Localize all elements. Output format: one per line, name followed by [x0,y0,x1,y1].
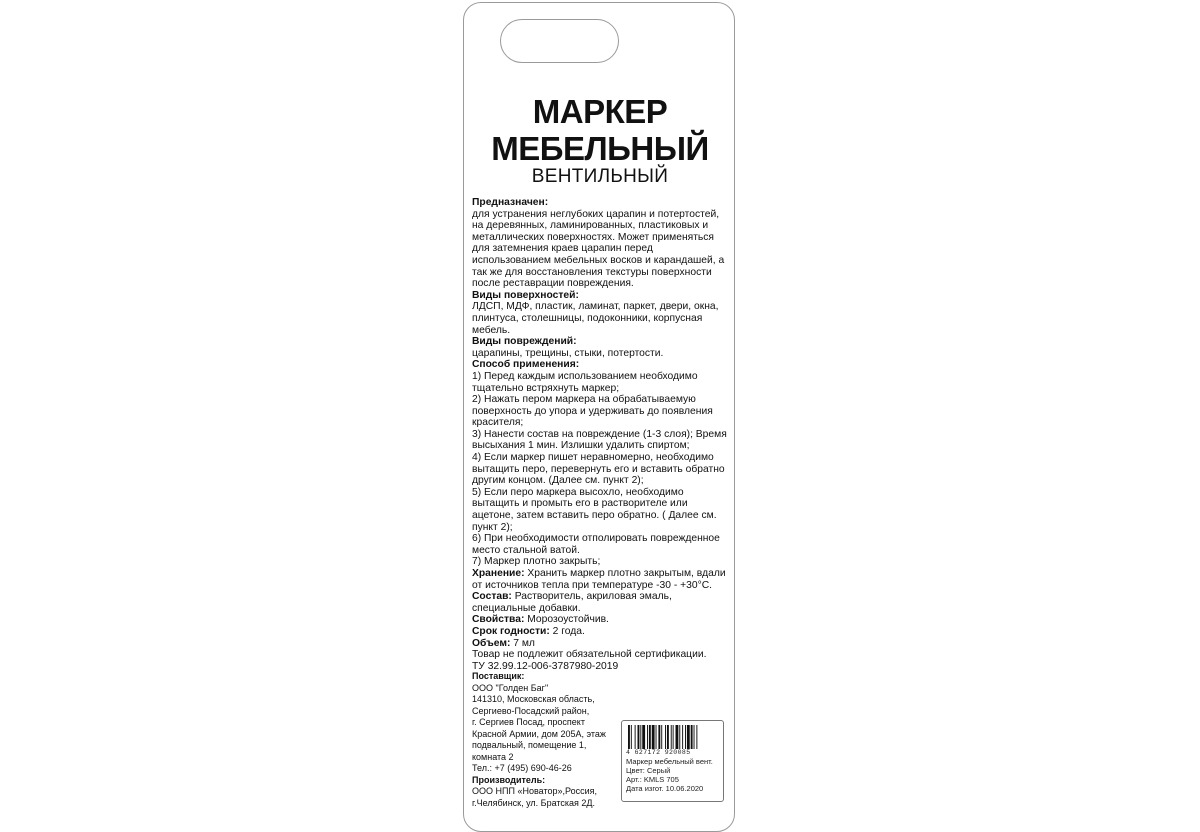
description-paragraph [472,649,730,661]
description-text: 6) При необходимости отполировать поврежденное место стальной ватой. [472,533,720,556]
sticker-line: Дата изгот. 10.06.2020 [626,784,704,793]
description-paragraph [472,568,730,591]
description-paragraph [472,371,730,394]
supplier-label: Поставщик: [472,671,525,681]
description-label: Состав: [472,591,512,603]
description-text: ТУ 32.99.12-006-3787980-2019 [472,660,619,672]
description-text: 3) Нанести состав на повреждение (1-3 слоя); Время высыхания 1 мин. Излишки удалить спиртом; [472,428,727,452]
barcode-digits: 4 627172 920085 [626,749,691,756]
description-paragraph [472,394,730,429]
description-paragraph [472,209,730,290]
product-sticker [621,720,724,802]
sticker-line: Цвет: Серый [626,766,671,775]
manufacturer-label: Производитель: [472,774,546,785]
sticker-line: Арт.: KMLS 705 [626,775,679,784]
product-title [464,93,736,167]
description-paragraph [472,197,730,209]
description-paragraph [472,591,730,614]
description-label: Объем: [472,637,511,649]
supplier-block [472,671,622,809]
description-paragraph [472,626,730,638]
description-paragraph [472,638,730,650]
supplier-line: подвальный, помещение 1, [472,740,587,750]
description-block [472,197,730,672]
title-line-1: МАРКЕР [532,93,668,130]
barcode-icon [628,725,716,749]
description-text: 4) Если маркер пишет неравномерно, необходимо вытащить перо, перевернуть его и вставить обратно другим концом. (Далее см. пункт 2); [472,452,725,487]
supplier-line: Красной Армии, дом 205А, этаж [472,728,606,739]
description-text: ЛДСП, МДФ, пластик, ламинат, паркет, двери, окна, плинтуса, столешницы, подоконники, корпусная мебель. [472,301,719,336]
supplier-line: г. Сергиев Посад, проспект [472,717,585,727]
description-label: Срок годности: [472,625,550,637]
description-text: 5) Если перо маркера высохло, необходимо вытащить и промыть его в растворителе или ацетоне, затем вставить перо обратно. ( Далее см. пункт 2); [472,486,717,533]
description-label: Виды поверхностей: [472,289,579,301]
description-paragraph [472,301,730,336]
description-text: 2 года. [549,625,585,637]
description-text: Морозоустойчив. [524,614,609,626]
description-paragraph [472,556,730,568]
description-label: Хранение: [472,568,525,579]
description-paragraph [472,290,730,302]
manufacturer-line: ООО НПП «Новатор»,Россия, [472,786,597,796]
description-text: царапины, трещины, стыки, потертости. [472,347,664,359]
description-text: 7 мл [510,637,535,649]
description-paragraph [472,348,730,360]
sticker-line: Маркер мебельный вент. [626,757,713,766]
description-paragraph [472,533,730,556]
description-text: 2) Нажать пером маркера на обрабатываемую поверхность до упора и удерживать до появления красителя; [472,394,713,429]
description-text: 7) Маркер плотно закрыть; [472,556,601,568]
description-paragraph [472,429,730,452]
hang-slot [500,19,619,63]
description-paragraph [472,487,730,533]
description-label: Свойства: [472,614,525,626]
description-text: Товар не подлежит обязательной сертификации. [472,649,707,661]
description-paragraph [472,452,730,487]
supplier-line: 141310, Московская область, [472,694,595,704]
description-label: Предназначен: [472,197,549,208]
supplier-phone: Тел.: +7 (495) 690-46-26 [472,763,572,773]
description-label: Виды повреждений: [472,336,577,348]
sticker-text [626,757,724,793]
description-text: 1) Перед каждым использованием необходимо тщательно встряхнуть маркер; [472,370,698,394]
supplier-line: ООО "Голден Баг" [472,682,549,693]
product-subtitle: ВЕНТИЛЬНЫЙ [531,166,669,187]
blister-card [463,2,735,832]
description-paragraph [472,359,730,371]
title-line-2: МЕБЕЛЬНЫЙ [491,130,709,167]
description-text: Растворитель, акриловая эмаль, специальные добавки. [472,591,672,614]
supplier-line: Сергиево-Посадский район, [472,705,590,716]
description-paragraph [472,336,730,348]
manufacturer-line: г.Челябинск, ул. Братская 2Д. [472,797,596,808]
supplier-line: комната 2 [472,751,514,762]
description-paragraph [472,614,730,626]
description-text: Хранить маркер плотно закрытым, вдали от источников тепла при температуре -30 - +30°C. [472,568,726,591]
description-label: Способ применения: [472,359,580,371]
description-text: для устранения неглубоких царапин и потертостей, на деревянных, ламинированных, пластиковых и металлических поверхностях. Может применяться для затемнения краев царапин перед использованием мебельных восков и карандашей, а так же для восстановления текстуры поверхности после реставрации повреждения. [472,208,725,290]
